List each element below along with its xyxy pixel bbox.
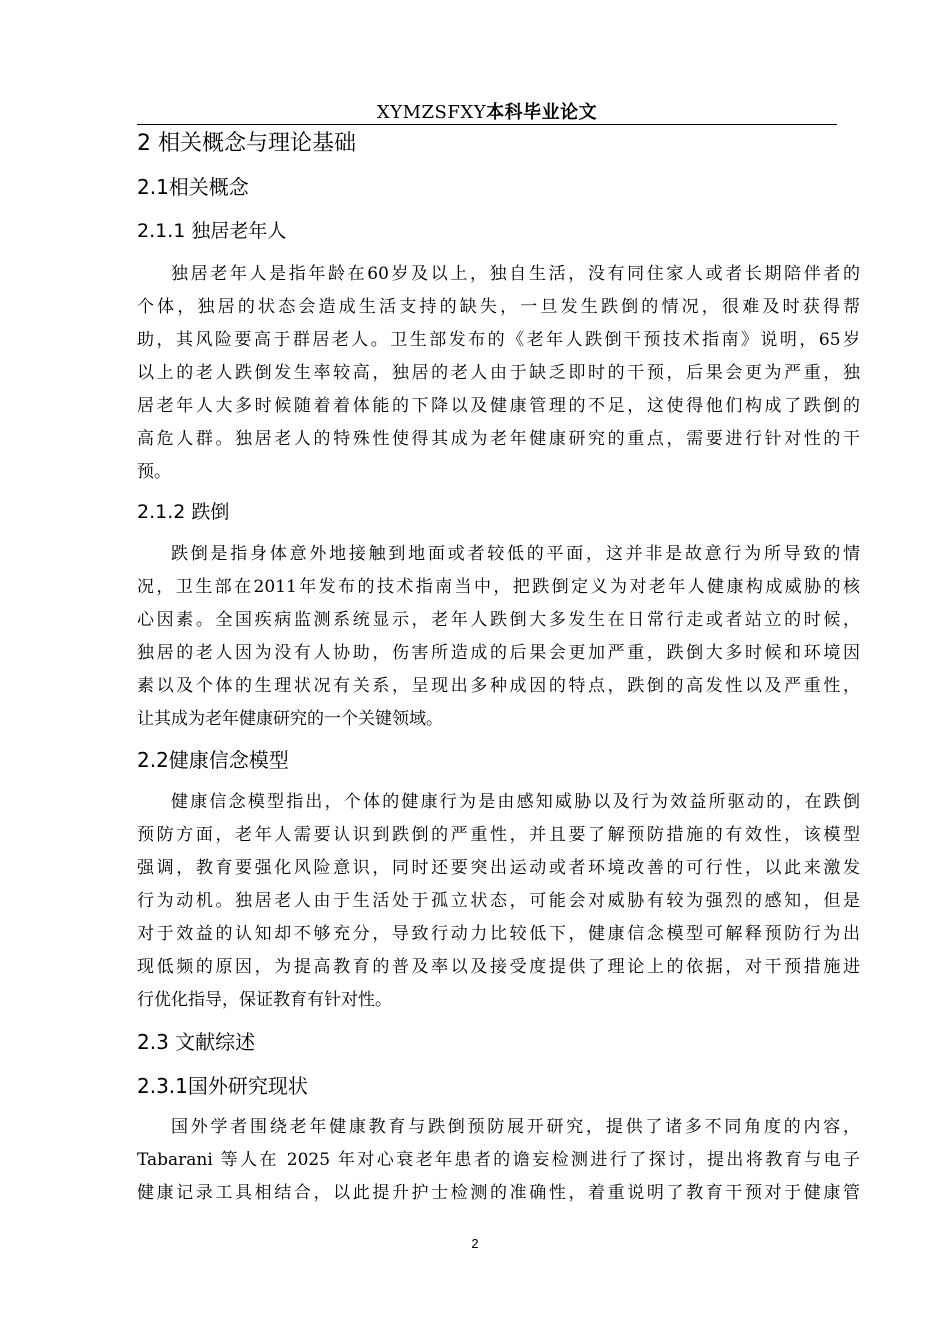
text-line: 强调，教育要强化风险意识，同时还要突出运动或者环境改善的可行性，以此来激发 xyxy=(137,858,860,878)
text-line: 对于效益的认知却不够充分，导致行动力比较低下，健康信念模型可解释预防行为出 xyxy=(137,924,860,944)
text-line: 以上的老人跌倒发生率较高，独居的老人由于缺乏即时的干预，后果会更为严重，独 xyxy=(137,363,860,383)
heading-2-1-2: 2.1.2 跌倒 xyxy=(137,501,230,523)
text-line: 素以及个体的生理状况有关系，呈现出多种成因的特点，跌倒的高发性以及严重性， xyxy=(137,676,860,696)
paragraph-2-1-2 xyxy=(137,538,860,736)
text-line: 况，卫生部在2011年发布的技术指南当中，把跌倒定义为对老年人健康构成威胁的核 xyxy=(137,577,860,597)
paragraph-2-1-1 xyxy=(137,258,860,489)
running-header xyxy=(137,98,837,125)
text-line: 独居的老人因为没有人协助，伤害所造成的后果会更加严重，跌倒大多时候和环境因 xyxy=(137,643,860,663)
page-number: 2 xyxy=(471,1236,479,1251)
text-line: 心因素。全国疾病监测系统显示，老年人跌倒大多发生在日常行走或者站立的时候， xyxy=(137,610,860,630)
paragraph-2-2 xyxy=(137,786,860,1017)
heading-2-1-1: 2.1.1 独居老年人 xyxy=(137,220,287,242)
text-line: 现低频的原因，为提高教育的普及率以及接受度提供了理论上的依据，对干预措施进 xyxy=(137,957,860,977)
heading-2-2: 2.2健康信念模型 xyxy=(137,748,289,772)
text-line: 预。 xyxy=(137,462,171,482)
heading-2-3-1: 2.3.1国外研究现状 xyxy=(137,1074,308,1098)
heading-2-1: 2.1相关概念 xyxy=(137,175,249,199)
text-line: 独居老年人是指年龄在60岁及以上，独自生活，没有同住家人或者长期陪伴者的 xyxy=(171,264,860,284)
header-left: XYMZSFXY xyxy=(376,102,487,123)
text-line: 让其成为老年健康研究的一个关键领域。 xyxy=(137,709,443,729)
text-line: 健康记录工具相结合，以此提升护士检测的准确性，着重说明了教育干预对于健康管 xyxy=(137,1183,860,1203)
text-line: 健康信念模型指出，个体的健康行为是由感知威胁以及行为效益所驱动的，在跌倒 xyxy=(171,792,860,812)
text-line: 助，其风险要高于群居老人。卫生部发布的《老年人跌倒干预技术指南》说明，65岁 xyxy=(137,330,860,350)
text-line: Tabarani 等人在 2025 年对心衰老年患者的谵妄检测进行了探讨，提出将教育与电子 xyxy=(137,1150,860,1170)
text-line: 跌倒是指身体意外地接触到地面或者较低的平面，这并非是故意行为所导致的情 xyxy=(171,544,860,564)
heading-2-3: 2.3 文献综述 xyxy=(137,1030,256,1054)
text-line: 国外学者围绕老年健康教育与跌倒预防展开研究，提供了诸多不同角度的内容， xyxy=(171,1117,860,1137)
text-line: 预防方面，老年人需要认识到跌倒的严重性，并且要了解预防措施的有效性，该模型 xyxy=(137,825,860,845)
text-line: 行为动机。独居老人由于生活处于孤立状态，可能会对威胁有较为强烈的感知，但是 xyxy=(137,891,860,911)
paragraph-2-3-1 xyxy=(137,1111,860,1210)
text-line: 高危人群。独居老人的特殊性使得其成为老年健康研究的重点，需要进行针对性的干 xyxy=(137,429,860,449)
text-line: 个体，独居的状态会造成生活支持的缺失，一旦发生跌倒的情况，很难及时获得帮 xyxy=(137,297,860,317)
heading-chapter-2: 2 相关概念与理论基础 xyxy=(137,131,356,156)
text-line: 行优化指导，保证教育有针对性。 xyxy=(137,990,392,1010)
text-line: 居老年人大多时候随着着体能的下降以及健康管理的不足，这使得他们构成了跌倒的 xyxy=(137,396,860,416)
header-right: 本科毕业论文 xyxy=(486,102,598,123)
